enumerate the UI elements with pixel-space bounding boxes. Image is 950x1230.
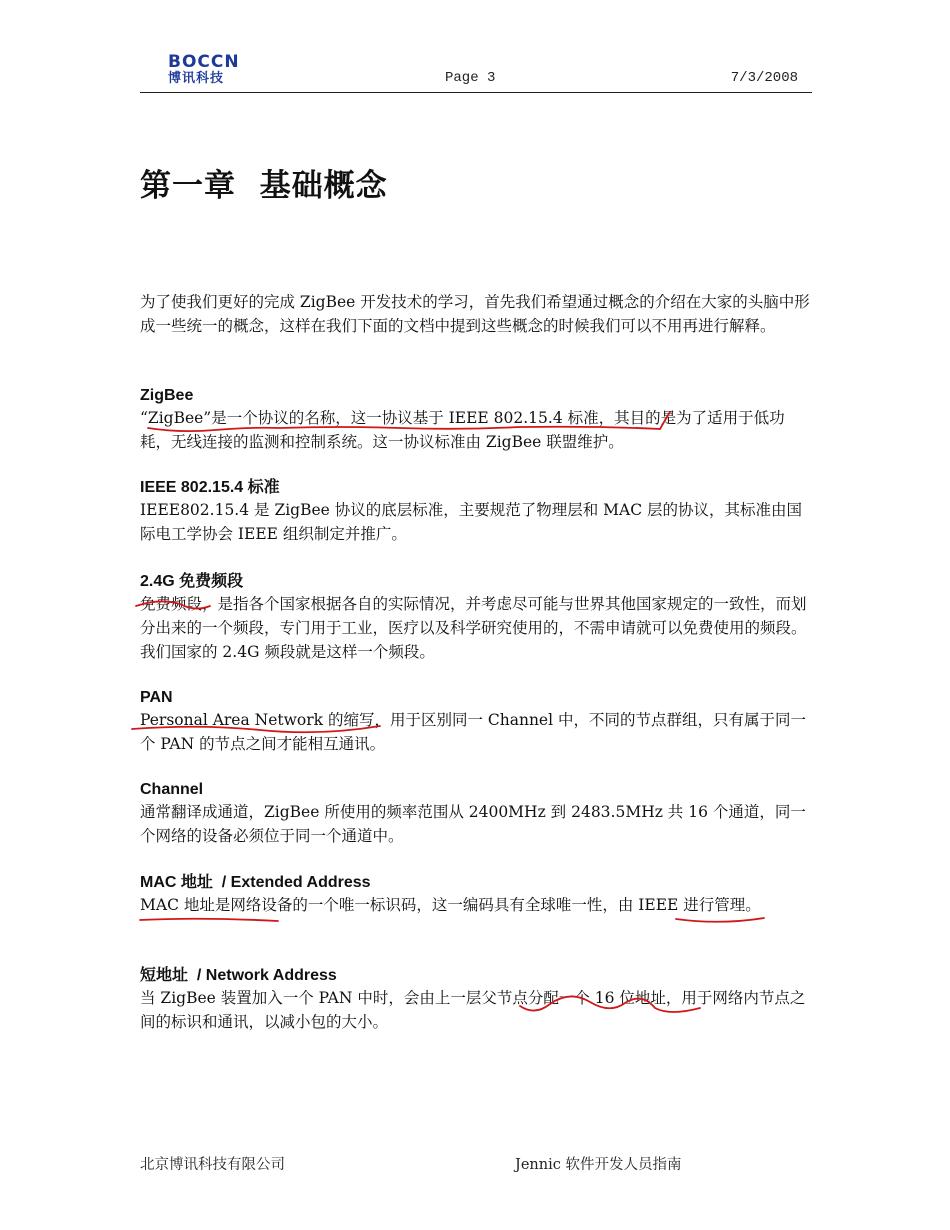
section-ieee802154 [140, 478, 812, 546]
page-number: Page 3 [445, 70, 496, 86]
chapter-title: 第一章 基础概念 [140, 168, 388, 204]
footer-company: 北京博讯科技有限公司 [140, 1157, 285, 1173]
logo-subtext: 博讯科技 [168, 71, 225, 86]
section-body: 通常翻译成通道，ZigBee 所使用的频率范围从 2400MHz 到 2483.5MHz 共 16 个通道，同一个网络的设备必须位于同一个通道中。 [140, 803, 806, 845]
section-free-band [140, 572, 812, 664]
mac-underline [140, 919, 278, 921]
section-body: 免费频段，是指各个国家根据各自的实际情况，并考虑尽可能与世界其他国家规定的一致性，而划分出来的一个频段，专门用于工业，医疗以及科学研究使用的，不需申请就可以免费使用的频段。我们国家的 2.4G 频段就是这样一个频段。 [140, 595, 807, 661]
section-title: Channel [140, 781, 204, 798]
page-header [140, 52, 812, 93]
logo-text: BOCCN [168, 52, 240, 72]
section-title: ZigBee [140, 387, 194, 404]
footer-guide-title: Jennic 软件开发人员指南 [515, 1157, 682, 1173]
company-logo [168, 54, 258, 88]
section-title: 2.4G 免费频段 [140, 573, 244, 590]
section-network-address [140, 966, 812, 1034]
section-pan [140, 688, 812, 756]
section-body: MAC 地址是网络设备的一个唯一标识码，这一编码具有全球唯一性，由 IEEE 进行管理。 [140, 896, 761, 914]
section-zigbee [140, 386, 812, 454]
section-title: PAN [140, 689, 173, 706]
section-body: Personal Area Network 的缩写，用于区别同一 Channel 中，不同的节点群组，只有属于同一个 PAN 的节点之间才能相互通讯。 [140, 711, 806, 753]
section-body: IEEE802.15.4 是 ZigBee 协议的底层标准，主要规范了物理层和 MAC 层的协议，其标准由国际电工学协会 IEEE 组织制定并推广。 [140, 501, 803, 543]
section-title: MAC 地址 / Extended Address [140, 874, 371, 891]
section-title: IEEE 802.15.4 标准 [140, 479, 280, 496]
section-body: “ZigBee”是一个协议的名称，这一协议基于 IEEE 802.15.4 标准，其目的是为了适用于低功耗，无线连接的监测和控制系统。这一协议标准由 ZigBee 联盟维护。 [140, 409, 785, 451]
section-channel [140, 780, 812, 848]
section-body: 当 ZigBee 装置加入一个 PAN 中时，会由上一层父节点分配一个 16 位地址，用于网络内节点之间的标识和通讯，以减小包的大小。 [140, 989, 806, 1031]
intro-paragraph: 为了使我们更好的完成 ZigBee 开发技术的学习，首先我们希望通过概念的介绍在大家的头脑中形成一些统一的概念，这样在我们下面的文档中提到这些概念的时候我们可以不用再进行解释。 [140, 293, 810, 335]
section-title: 短地址 / Network Address [140, 967, 337, 984]
section-mac-address [140, 873, 812, 917]
page-date: 7/3/2008 [730, 70, 798, 86]
ieee-underline [676, 918, 764, 922]
